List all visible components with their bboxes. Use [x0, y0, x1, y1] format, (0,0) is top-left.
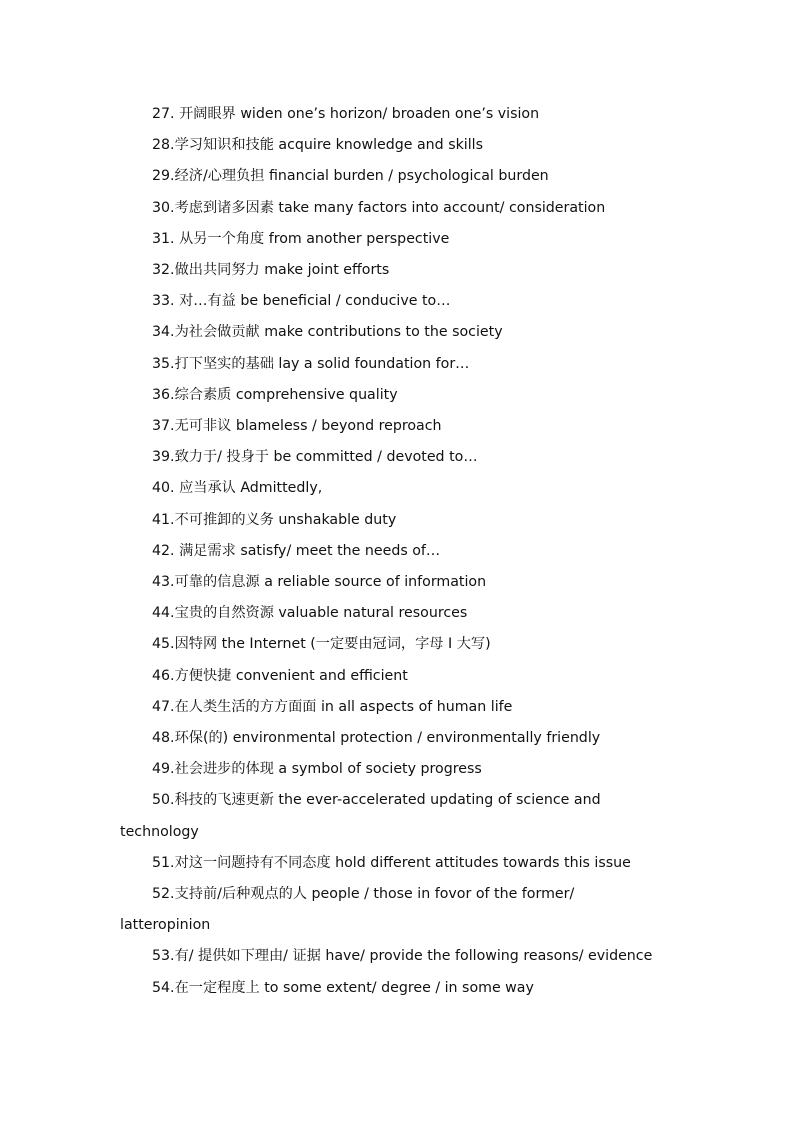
phrase-line: 30.考虑到诸多因素 take many factors into account/ consideration: [152, 199, 606, 216]
phrase-line: 36.综合素质 comprehensive quality: [152, 386, 398, 403]
phrase-list: [120, 99, 680, 1004]
phrase-line: 44.宝贵的自然资源 valuable natural resources: [152, 605, 468, 622]
phrase-line: 34.为社会做贡献 make contributions to the society: [152, 324, 503, 341]
phrase-line-continuation: technology: [120, 823, 199, 840]
phrase-line: 52.支持前/后种观点的人 people / those in fovor of the former/: [152, 886, 575, 903]
phrase-line: 31. 从另一个角度 from another perspective: [152, 230, 450, 247]
phrase-line: 39.致力于/ 投身于 be committed / devoted to…: [152, 449, 478, 466]
phrase-line: 28.学习知识和技能 acquire knowledge and skills: [152, 137, 484, 154]
phrase-line: 40. 应当承认 Admittedly,: [152, 480, 323, 497]
phrase-line: 47.在人类生活的方方面面 in all aspects of human life: [152, 698, 513, 715]
phrase-line-continuation: latteropinion: [120, 917, 211, 934]
phrase-line: 53.有/ 提供如下理由/ 证据 have/ provide the following reasons/ evidence: [152, 948, 653, 965]
phrase-line: 46.方便快捷 convenient and efficient: [152, 667, 408, 684]
phrase-line: 29.经济/心理负担 financial burden / psychological burden: [152, 168, 549, 185]
phrase-line: 27. 开阔眼界 widen one’s horizon/ broaden one’s vision: [152, 106, 540, 122]
phrase-line: 45.因特网 the Internet (一定要由冠词，字母 I 大写): [152, 636, 491, 653]
phrase-line: 49.社会进步的体现 a symbol of society progress: [152, 761, 482, 778]
phrase-line: 32.做出共同努力 make joint efforts: [152, 262, 390, 279]
phrase-line: 35.打下坚实的基础 lay a solid foundation for…: [152, 355, 470, 372]
phrase-line: 41.不可推卸的义务 unshakable duty: [152, 511, 397, 528]
phrase-line: 37.无可非议 blameless / beyond reproach: [152, 418, 442, 435]
phrase-line: 51.对这一问题持有不同态度 hold different attitudes towards this issue: [152, 854, 631, 871]
phrase-line: 42. 满足需求 satisfy/ meet the needs of…: [152, 542, 441, 559]
phrase-line: 33. 对…有益 be beneficial / conducive to…: [152, 293, 451, 310]
phrase-line: 54.在一定程度上 to some extent/ degree / in some way: [152, 979, 534, 996]
phrase-line: 43.可靠的信息源 a reliable source of information: [152, 574, 487, 591]
phrase-line: 48.环保(的) environmental protection / environmentally friendly: [152, 730, 601, 747]
phrase-line: 50.科技的飞速更新 the ever-accelerated updating of science and: [152, 792, 601, 809]
